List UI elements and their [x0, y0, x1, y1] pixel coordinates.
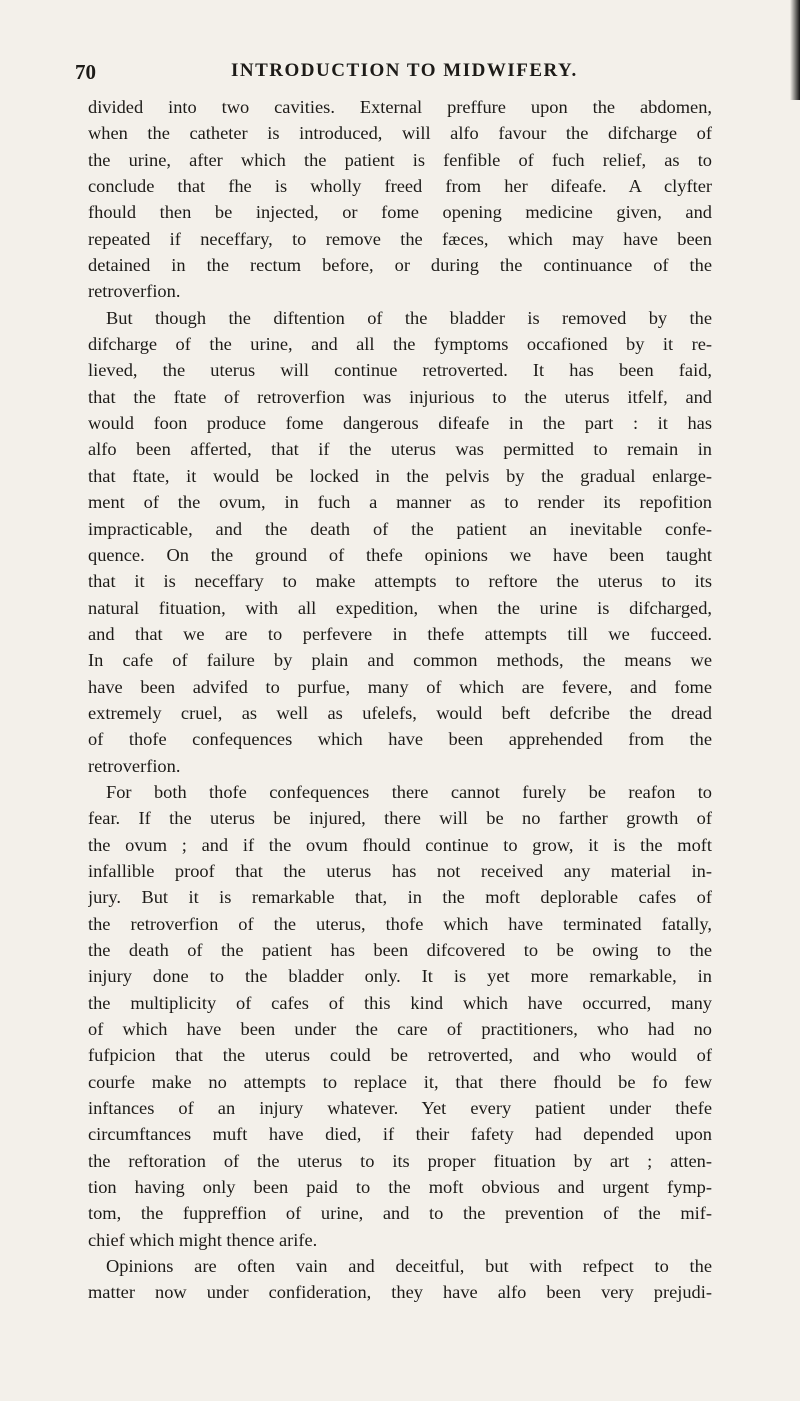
text-line: ment of the ovum, in fuch a manner as to render its repofition: [88, 492, 712, 513]
text-line: extremely cruel, as well as ufelefs, would beft defcribe the dread: [88, 702, 712, 723]
text-line: repeated if neceffary, to remove the fæces, which may have been: [88, 228, 712, 249]
text-line: For both thofe confequences there cannot furely be reafon to: [106, 781, 712, 802]
running-title: INTRODUCTION TO MIDWIFERY.: [231, 60, 578, 81]
text-line: jury. But it is remarkable that, in the moft deplorable cafes of: [88, 887, 712, 908]
text-line: lieved, the uterus will continue retroverted. It has been faid,: [88, 360, 712, 381]
text-line: the ovum ; and if the ovum fhould continue to grow, it is the moft: [88, 834, 712, 855]
text-line: infallible proof that the uterus has not received any material in-: [88, 860, 712, 881]
text-line: retroverfion.: [88, 281, 181, 302]
text-line: that ftate, it would be locked in the pelvis by the gradual enlarge-: [88, 465, 712, 486]
text-line: Opinions are often vain and deceitful, but with refpect to the: [106, 1256, 712, 1277]
text-line: have been advifed to purfue, many of which are fevere, and fome: [88, 676, 712, 697]
text-line: quence. On the ground of thefe opinions we have been taught: [88, 544, 712, 565]
text-line: the retroverfion of the uterus, thofe which have terminated fatally,: [88, 913, 712, 934]
text-line: conclude that fhe is wholly freed from her difeafe. A clyfter: [88, 176, 712, 197]
text-line: detained in the rectum before, or during the continuance of the: [88, 255, 712, 276]
text-line: that the ftate of retroverfion was injurious to the uterus itfelf, and: [88, 386, 712, 407]
text-line: difcharge of the urine, and all the fymptoms occafioned by it re-: [88, 334, 712, 355]
text-line: fhould then be injected, or fome opening medicine given, and: [88, 202, 712, 223]
text-line: injury done to the bladder only. It is yet more remarkable, in: [88, 966, 712, 987]
text-line: of thofe confequences which have been apprehended from the: [88, 729, 712, 750]
text-line: matter now under confideration, they have alfo been very prejudi-: [88, 1282, 712, 1303]
text-line: natural fituation, with all expedition, when the urine is difcharged,: [88, 597, 712, 618]
body-text: [88, 94, 712, 1306]
text-line: would foon produce fome dangerous difeafe in the part : it has: [88, 413, 712, 434]
text-line: that it is neceffary to make attempts to reftore the uterus to its: [88, 571, 712, 592]
text-line: circumftances muft have died, if their fafety had depended upon: [88, 1124, 712, 1145]
text-line: the urine, after which the patient is fenfible of fuch relief, as to: [88, 149, 712, 170]
text-line: the reftoration of the uterus to its proper fituation by art ; atten-: [88, 1150, 712, 1171]
text-line: fear. If the uterus be injured, there will be no farther growth of: [88, 808, 712, 829]
page-number: 70: [75, 60, 96, 84]
text-line: retroverfion.: [88, 755, 181, 776]
text-line: fufpicion that the uterus could be retroverted, and who would of: [88, 1045, 712, 1066]
text-line: tion having only been paid to the moft obvious and urgent fymp-: [88, 1177, 712, 1198]
text-line: when the catheter is introduced, will alfo favour the difcharge of: [88, 123, 712, 144]
text-line: the multiplicity of cafes of this kind which have occurred, many: [88, 992, 712, 1013]
text-line: In cafe of failure by plain and common methods, the means we: [88, 650, 712, 671]
page-edge-shadow: [790, 0, 800, 100]
text-line: inftances of an injury whatever. Yet every patient under thefe: [88, 1098, 712, 1119]
text-line: chief which might thence arife.: [88, 1229, 318, 1250]
text-line: tom, the fuppreffion of urine, and to the prevention of the mif-: [88, 1203, 712, 1224]
text-line: divided into two cavities. External preffure upon the abdomen,: [88, 97, 712, 117]
text-line: and that we are to perfevere in thefe attempts till we fucceed.: [88, 623, 712, 644]
text-line: of which have been under the care of practitioners, who had no: [88, 1019, 712, 1040]
text-line: courfe make no attempts to replace it, that there fhould be fo few: [88, 1071, 712, 1092]
text-line: alfo been afferted, that if the uterus was permitted to remain in: [88, 439, 712, 460]
text-line: But though the diftention of the bladder is removed by the: [106, 307, 712, 328]
text-line: the death of the patient has been difcovered to be owing to the: [88, 940, 712, 960]
page-header: [75, 60, 715, 86]
text-line: impracticable, and the death of the patient an inevitable confe-: [88, 518, 712, 539]
